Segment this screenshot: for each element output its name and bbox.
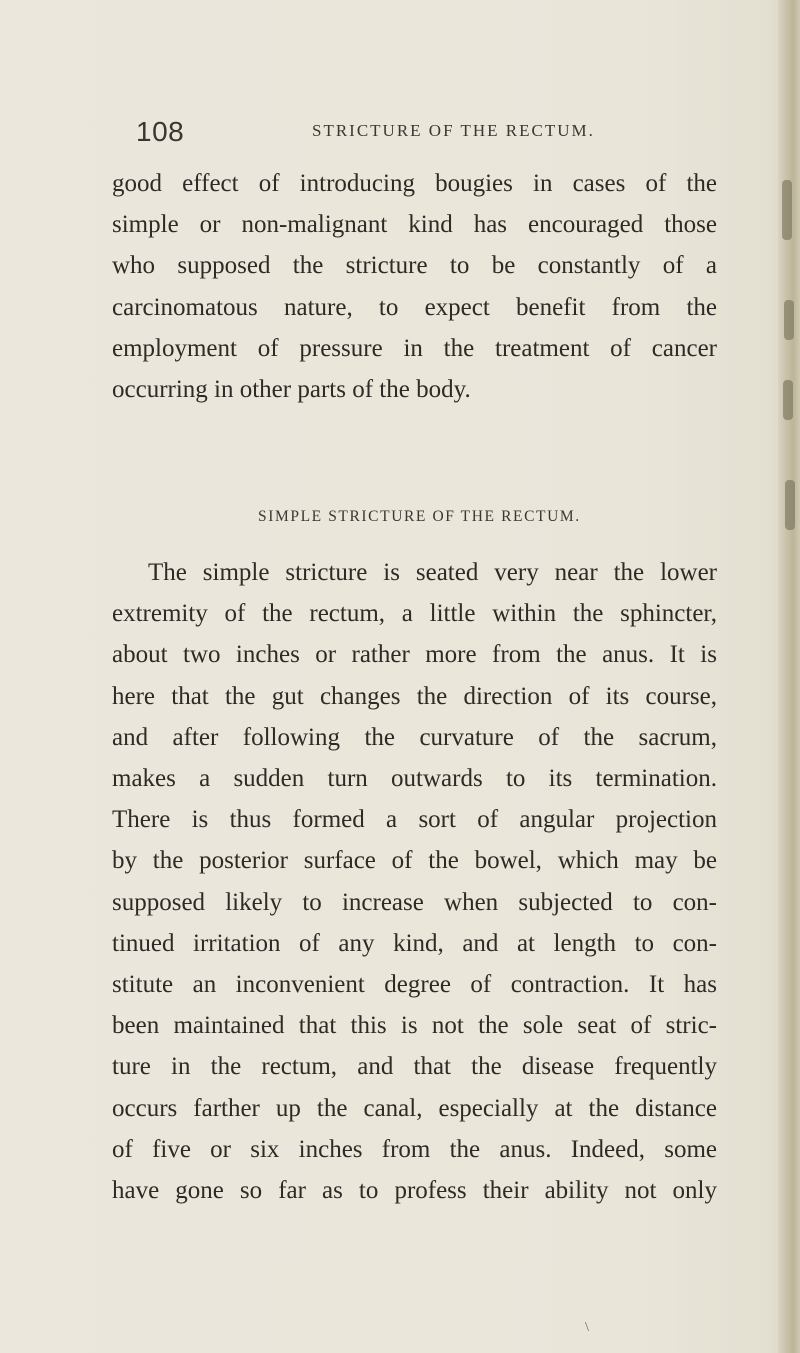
text-line: carcinomatous nature, to expect benefit from the xyxy=(112,293,717,321)
page-stain xyxy=(784,300,794,340)
paragraph-1 xyxy=(112,163,717,410)
text-line: about two inches or rather more from the anus. It is xyxy=(112,641,717,669)
text-line: employment of pressure in the treatment of cancer xyxy=(112,334,717,362)
text-line: extremity of the rectum, a little within the sphincter, xyxy=(112,600,717,628)
text-line: of five or six inches from the anus. Indeed, some xyxy=(112,1135,717,1163)
text-line: There is thus formed a sort of angular projection xyxy=(112,806,717,834)
text-line: The simple stricture is seated very near the lower xyxy=(148,559,717,586)
text-line: ture in the rectum, and that the disease frequently xyxy=(112,1053,717,1081)
text-line: and after following the curvature of the sacrum, xyxy=(112,723,717,751)
text-line: occurs farther up the canal, especially at the distance xyxy=(112,1094,717,1122)
page-stain xyxy=(782,180,792,240)
page-edge xyxy=(778,0,800,1353)
text-line: simple or non-malignant kind has encouraged those xyxy=(112,211,717,239)
text-line: tinued irritation of any kind, and at length to con- xyxy=(112,929,717,957)
paragraph-2 xyxy=(112,552,717,1211)
text-line: been maintained that this is not the sole seat of stric- xyxy=(112,1012,717,1040)
text-line: here that the gut changes the direction of its course, xyxy=(112,682,717,710)
page-stain xyxy=(783,380,793,420)
footer-mark: \ xyxy=(585,1320,589,1335)
text-line: good effect of introducing bougies in cases of the xyxy=(112,170,717,197)
page-number: 108 xyxy=(136,116,185,147)
text-line: who supposed the stricture to be constantly of a xyxy=(112,252,717,280)
text-line: supposed likely to increase when subjected to con- xyxy=(112,888,717,916)
text-line: occurring in other parts of the body. xyxy=(112,376,471,404)
section-heading: SIMPLE STRICTURE OF THE RECTUM. xyxy=(258,508,581,525)
page-header xyxy=(136,116,730,148)
running-head: STRICTURE OF THE RECTUM. xyxy=(312,121,595,140)
text-line: by the posterior surface of the bowel, which may be xyxy=(112,847,717,875)
page-stain xyxy=(785,480,795,530)
text-line: makes a sudden turn outwards to its termination. xyxy=(112,765,717,793)
text-line: stitute an inconvenient degree of contraction. It has xyxy=(112,971,717,999)
text-line: have gone so far as to profess their ability not only xyxy=(112,1177,717,1205)
